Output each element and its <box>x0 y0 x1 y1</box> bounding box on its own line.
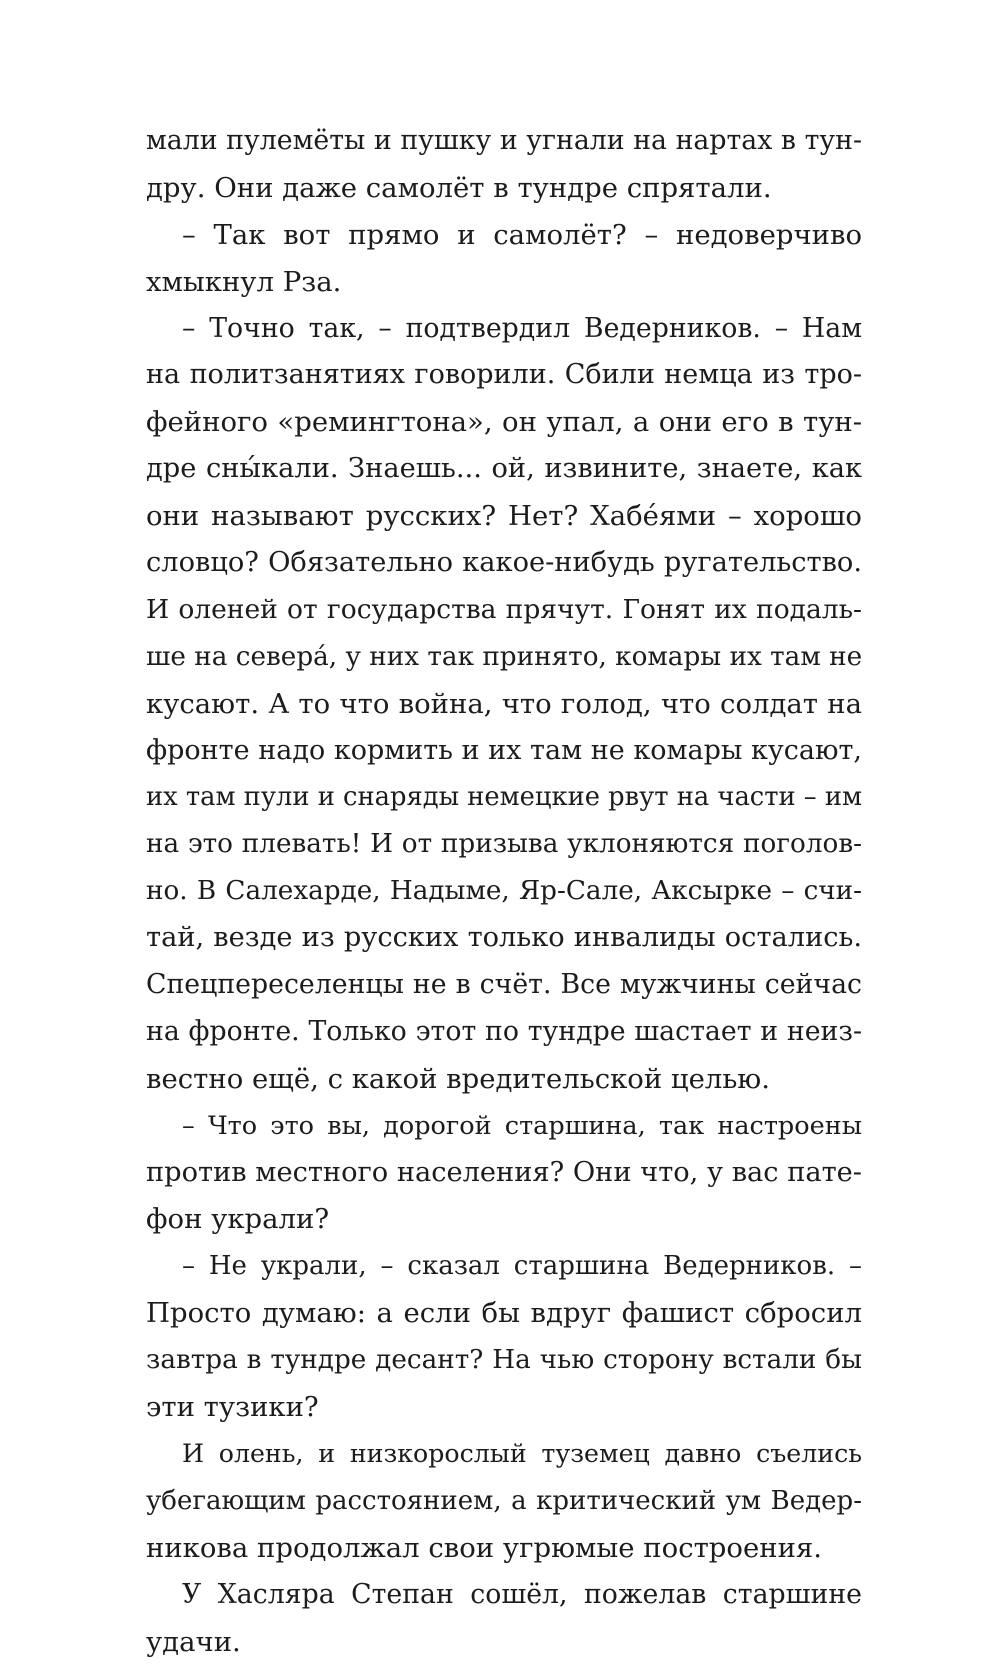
text-line: они называют русских? Нет? Хабе́ями – хорошо <box>146 493 862 540</box>
text-line: вестно ещё, с какой вредительской целью. <box>146 1056 862 1103</box>
text-line: завтра в тундре десант? На чью сторону встали бы <box>146 1337 862 1384</box>
text-line: их там пули и снаряды немецкие рвут на части – им <box>146 774 862 821</box>
text-line: кусают. А то что война, что голод, что солдат на <box>146 681 862 728</box>
text-line: убегающим расстоянием, а критический ум Ведер- <box>146 1478 862 1525</box>
text-line: фон украли? <box>146 1196 862 1243</box>
text-line: дру. Они даже самолёт в тундре спрятали. <box>146 165 862 212</box>
text-line: – Не украли, – сказал старшина Ведерников. – <box>146 1243 862 1290</box>
text-line: фейного «ремингтона», он упал, а они его в тун- <box>146 399 862 446</box>
text-line: – Так вот прямо и самолёт? – недоверчиво <box>146 212 862 259</box>
text-line: – Точно так, – подтвердил Ведерников. – Нам <box>146 306 862 353</box>
text-line: И оленей от государства прячут. Гонят их подаль- <box>146 587 862 634</box>
text-line: на фронте. Только этот по тундре шастает и неиз- <box>146 1009 862 1056</box>
text-line: фронте надо кормить и их там не комары кусают, <box>146 728 862 775</box>
text-line: удачи. <box>146 1619 862 1665</box>
text-line: на это плевать! И от призыва уклоняются поголов- <box>146 821 862 868</box>
text-line: ше на севера́, у них так принято, комары их там не <box>146 634 862 681</box>
text-line: эти тузики? <box>146 1384 862 1431</box>
text-line: на политзанятиях говорили. Сбили немца из тро- <box>146 352 862 399</box>
text-line: тай, везде из русских только инвалиды остались. <box>146 915 862 962</box>
text-line: Просто думаю: а если бы вдруг фашист сбросил <box>146 1290 862 1337</box>
text-line: хмыкнул Рза. <box>146 259 862 306</box>
text-line: У Хасляра Степан сошёл, пожелав старшине <box>146 1572 862 1619</box>
text-line: – Что это вы, дорогой старшина, так настроены <box>146 1103 862 1150</box>
text-line: дре сны́кали. Знаешь... ой, извините, знаете, как <box>146 446 862 493</box>
text-line: никова продолжал свои угрюмые построения. <box>146 1525 862 1572</box>
body-text <box>146 118 862 1665</box>
text-line: против местного населения? Они что, у вас пате- <box>146 1150 862 1197</box>
text-line: но. В Салехарде, Надыме, Яр-Сале, Аксырке – счи- <box>146 868 862 915</box>
text-line: И олень, и низкорослый туземец давно съелись <box>146 1431 862 1478</box>
text-line: мали пулемёты и пушку и угнали на нартах в тун- <box>146 118 862 165</box>
text-line: Спецпереселенцы не в счёт. Все мужчины сейчас <box>146 962 862 1009</box>
text-line: словцо? Обязательно какое-нибудь ругательство. <box>146 540 862 587</box>
